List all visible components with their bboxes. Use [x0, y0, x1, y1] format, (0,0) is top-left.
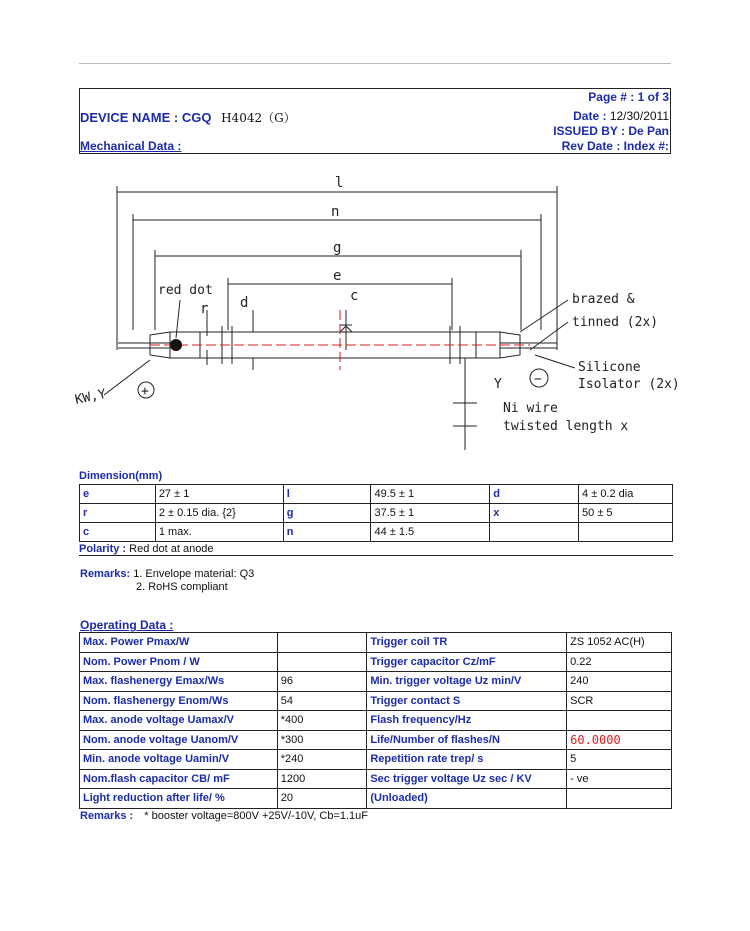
top-rule [79, 63, 671, 64]
dimension-value: 50 ± 5 [579, 504, 673, 523]
mechanical-drawing [0, 160, 750, 460]
operating-value: 54 [277, 691, 367, 711]
operating-value: *240 [277, 750, 367, 770]
operating-value [567, 711, 672, 731]
dim-d-label: d [240, 295, 249, 311]
mechanical-data-label: Mechanical Data : [80, 139, 182, 153]
operating-value: 0.22 [567, 652, 672, 672]
operating-row [80, 672, 672, 692]
operating-row [80, 691, 672, 711]
operating-row [80, 750, 672, 770]
operating-key: Min. trigger voltage Uz min/V [367, 672, 567, 692]
dimension-key: g [283, 504, 371, 523]
dimension-value: 49.5 ± 1 [371, 485, 490, 504]
operating-row [80, 633, 672, 653]
dimension-table [79, 484, 673, 542]
operating-key: Nom. anode voltage Uanom/V [80, 730, 278, 750]
dim-r-label: r [200, 301, 209, 317]
operating-key: Trigger contact S [367, 691, 567, 711]
dimension-value: 37.5 ± 1 [371, 504, 490, 523]
dimension-key: c [80, 523, 156, 542]
dim-n-label: n [331, 204, 340, 220]
dimension-key: e [80, 485, 156, 504]
operating-key: Life/Number of flashes/N [367, 730, 567, 750]
dimension-key: x [490, 504, 579, 523]
dimension-key: r [80, 504, 156, 523]
page-number: Page # : 1 of 3 [588, 90, 669, 104]
operating-value [277, 652, 367, 672]
silicone-label-1: Silicone [578, 360, 641, 375]
operating-key: Light reduction after life/ % [80, 789, 278, 809]
operating-value: 60.0000 [567, 730, 672, 750]
kwy-label: KW,Y [73, 386, 108, 408]
operating-value: 20 [277, 789, 367, 809]
dimension-row [80, 504, 673, 523]
operating-value [567, 789, 672, 809]
dimension-value: 27 ± 1 [155, 485, 283, 504]
dimension-key: d [490, 485, 579, 504]
operating-key: Nom. Power Pnom / W [80, 652, 278, 672]
dimension-key [490, 523, 579, 542]
minus-sign: − [534, 372, 542, 387]
dimension-value: 2 ± 0.15 dia. {2} [155, 504, 283, 523]
brazed-label-1: brazed & [572, 292, 635, 307]
polarity-row: Polarity : Red dot at anode [79, 543, 673, 556]
remarks-block: Remarks: 1. Envelope material: Q3 [80, 568, 255, 580]
operating-value: *400 [277, 711, 367, 731]
dimension-value: 4 ± 0.2 dia [579, 485, 673, 504]
operating-key: Repetition rate trep/ s [367, 750, 567, 770]
dimension-row [80, 485, 673, 504]
dimension-value: 1 max. [155, 523, 283, 542]
dimension-key: n [283, 523, 371, 542]
operating-key: Max. Power Pmax/W [80, 633, 278, 653]
date: Date : 12/30/2011 [573, 109, 669, 123]
ni-wire-label-1: Ni wire [503, 401, 558, 416]
operating-value [277, 633, 367, 653]
operating-value: 96 [277, 672, 367, 692]
dimension-row [80, 523, 673, 542]
remarks-line2: 2. RoHS compliant [136, 581, 228, 593]
operating-key: Max. flashenergy Emax/Ws [80, 672, 278, 692]
device-name: DEVICE NAME : CGQ H4042（G） [80, 110, 296, 125]
operating-row [80, 789, 672, 809]
operating-row [80, 711, 672, 731]
operating-row [80, 769, 672, 789]
dimension-key: l [283, 485, 371, 504]
operating-value: *300 [277, 730, 367, 750]
dimension-value [579, 523, 673, 542]
operating-key: Flash frequency/Hz [367, 711, 567, 731]
operating-key: Trigger coil TR [367, 633, 567, 653]
operating-value: 5 [567, 750, 672, 770]
plus-sign: + [141, 384, 149, 399]
ni-wire-label-2: twisted length x [503, 419, 629, 434]
operating-value: SCR [567, 691, 672, 711]
operating-value: 240 [567, 672, 672, 692]
operating-key: Nom. flashenergy Enom/Ws [80, 691, 278, 711]
operating-title: Operating Data : [80, 618, 174, 632]
y-label: Y [494, 377, 502, 392]
operating-value: ZS 1052 AC(H) [567, 633, 672, 653]
brazed-label-2: tinned (2x) [572, 315, 659, 330]
operating-remarks: Remarks : * booster voltage=800V +25V/-10V, Cb=1.1uF [80, 810, 368, 822]
operating-key: Sec trigger voltage Uz sec / KV [367, 769, 567, 789]
silicone-label-2: Isolator (2x) [578, 377, 680, 392]
operating-key: Nom.flash capacitor CB/ mF [80, 769, 278, 789]
dim-l-label: l [335, 175, 344, 191]
dim-g-label: g [333, 240, 342, 256]
rev-date: Rev Date : Index #: [561, 139, 669, 153]
dim-e-label: e [333, 268, 342, 284]
issued-by: ISSUED BY : De Pan [553, 124, 669, 138]
red-dot-label: red dot [158, 283, 213, 298]
operating-value: - ve [567, 769, 672, 789]
operating-table [79, 632, 672, 809]
dimension-value: 44 ± 1.5 [371, 523, 490, 542]
operating-key: (Unloaded) [367, 789, 567, 809]
operating-row [80, 730, 672, 750]
operating-row [80, 652, 672, 672]
red-dot-marker [170, 339, 182, 351]
operating-key: Max. anode voltage Uamax/V [80, 711, 278, 731]
operating-key: Trigger capacitor Cz/mF [367, 652, 567, 672]
dim-c-label: c [350, 288, 359, 304]
dimension-title: Dimension(mm) [79, 470, 163, 482]
operating-value: 1200 [277, 769, 367, 789]
operating-key: Min. anode voltage Uamin/V [80, 750, 278, 770]
